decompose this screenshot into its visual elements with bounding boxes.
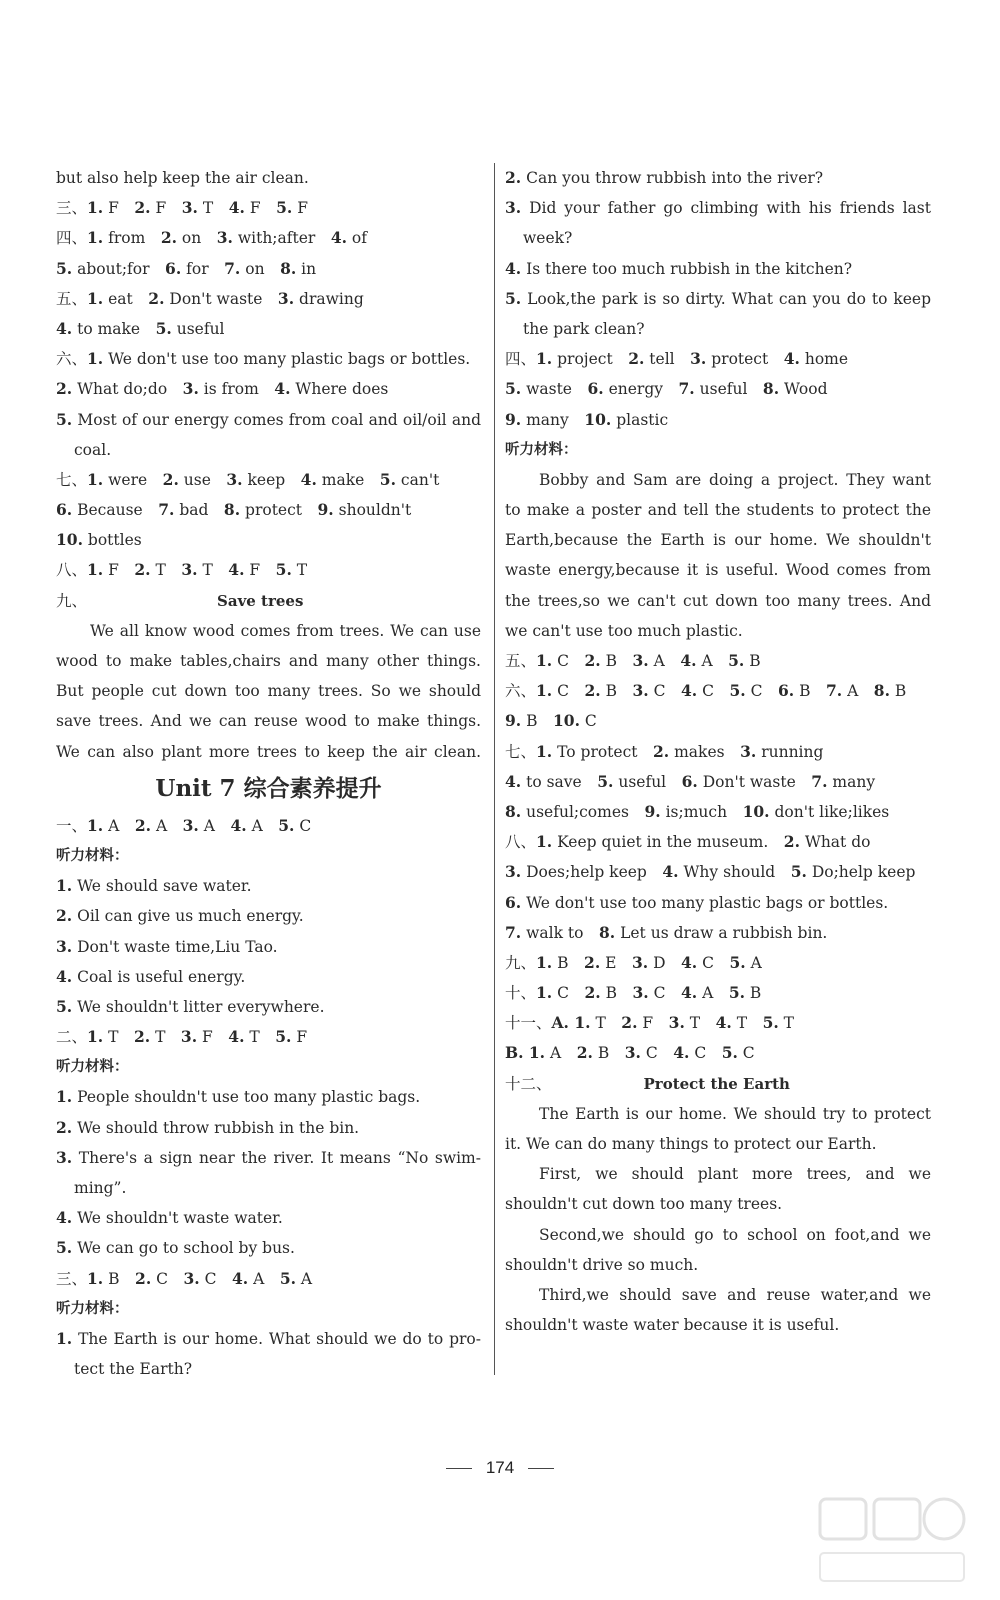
answer-line: 五、1. C 2. B 3. A 4. A 5. B xyxy=(505,651,761,670)
answer-line: week? xyxy=(523,229,573,248)
answer-line: 十、1. C 2. B 3. C 4. A 5. B xyxy=(505,983,762,1003)
answer-line: to make a poster and tell the students to protect the xyxy=(505,501,931,520)
answer-line: save trees. And we can reuse wood to make things. xyxy=(56,712,481,731)
answer-line: 5. Look,the park is so dirty. What can you do to keep xyxy=(505,288,931,308)
answer-line: 十二、 Protect the Earth xyxy=(505,1074,790,1093)
answer-line: 1. We should save water. xyxy=(56,876,252,896)
answer-line: 七、1. were 2. use 3. keep 4. make 5. can't xyxy=(56,469,440,489)
answer-line: The Earth is our home. We should try to protect xyxy=(539,1104,931,1123)
listening-material-label: 听力材料： xyxy=(505,441,578,458)
answer-line: 6. We don't use too many plastic bags or bottles. xyxy=(505,892,889,912)
watermark-logo xyxy=(812,1493,972,1588)
footer-dash-right xyxy=(528,1468,554,1469)
answer-line: 4. Is there too much rubbish in the kitchen? xyxy=(505,258,853,278)
answer-line: 九、1. B 2. E 3. D 4. C 5. A xyxy=(505,952,762,972)
footer-dash-left xyxy=(446,1468,472,1469)
answer-line: but also help keep the air clean. xyxy=(56,169,309,187)
answer-line: Second,we should go to school on foot,and we xyxy=(539,1225,931,1244)
answer-line: 1. People shouldn't use too many plastic bags. xyxy=(56,1087,421,1107)
answer-line: 4. Coal is useful energy. xyxy=(56,966,246,986)
answer-line: 3. There's a sign near the river. It means “No swim- xyxy=(56,1147,481,1167)
answer-line: Third,we should save and reuse water,and we xyxy=(539,1285,931,1304)
answer-line: wood to make tables,chairs and many other things. xyxy=(56,652,481,670)
answer-line: 8. useful;comes 9. is;much 10. don't like;likes xyxy=(505,801,890,821)
answer-line: 9. B 10. C xyxy=(505,711,597,731)
answer-line: We can also plant more trees to keep the air clean. xyxy=(56,742,481,761)
column-divider xyxy=(494,163,495,1375)
answer-line: 四、1. from 2. on 3. with;after 4. of xyxy=(56,228,367,248)
answer-line: 3. Does;help keep 4. Why should 5. Do;help keep xyxy=(505,862,916,882)
unit-title: Unit 7 综合素养提升 xyxy=(155,774,382,802)
answer-line: 7. walk to 8. Let us draw a rubbish bin. xyxy=(505,922,828,942)
answer-line: 5. Most of our energy comes from coal and oil/oil and xyxy=(56,409,481,429)
answer-line: 一、1. A 2. A 3. A 4. A 5. C xyxy=(56,815,312,835)
answer-line: it. We can do many things to protect our Earth. xyxy=(505,1135,877,1153)
answer-line: coal. xyxy=(74,440,112,459)
answer-line: 5. waste 6. energy 7. useful 8. Wood xyxy=(505,379,828,399)
answer-line: 三、1. B 2. C 3. C 4. A 5. A xyxy=(56,1268,313,1288)
answer-line: shouldn't drive so much. xyxy=(505,1255,699,1274)
answer-line: 九、 Save trees xyxy=(56,591,304,610)
answer-line: 八、1. F 2. T 3. T 4. F 5. T xyxy=(56,560,308,580)
answer-line: 六、1. C 2. B 3. C 4. C 5. C 6. B 7. A 8. B xyxy=(505,681,907,701)
page-footer xyxy=(0,1458,1000,1478)
answer-line: Earth,because the Earth is our home. We shouldn't xyxy=(505,531,931,550)
left-column xyxy=(56,163,481,1384)
answer-line: 5. about;for 6. for 7. on 8. in xyxy=(56,258,317,278)
answer-line: 4. We shouldn't waste water. xyxy=(56,1208,283,1228)
answer-line: ming”. xyxy=(74,1179,127,1197)
answer-line: 6. Because 7. bad 8. protect 9. shouldn't xyxy=(56,500,412,520)
answer-line: shouldn't waste water because it is useful. xyxy=(505,1316,840,1335)
answer-line: 3. Did your father go climbing with his friends last xyxy=(505,198,931,218)
answer-line: 4. to make 5. useful xyxy=(56,318,225,338)
answer-line: Bobby and Sam are doing a project. They want xyxy=(539,470,931,489)
answer-line: 9. many 10. plastic xyxy=(505,409,669,429)
answer-line: 2. We should throw rubbish in the bin. xyxy=(56,1117,360,1137)
answer-line: We all know wood comes from trees. We can use xyxy=(90,621,481,640)
answer-line: the trees,so we can't cut down too many trees. And xyxy=(505,591,931,610)
answer-line: 四、1. project 2. tell 3. protect 4. home xyxy=(505,349,849,369)
answer-line: the park clean? xyxy=(523,319,645,338)
answer-line: First, we should plant more trees, and we xyxy=(539,1165,931,1184)
right-column xyxy=(505,163,931,1340)
answer-line: 2. Oil can give us much energy. xyxy=(56,906,304,926)
answer-line: shouldn't cut down too many trees. xyxy=(505,1195,783,1214)
answer-line: But people cut down too many trees. So we should xyxy=(56,682,481,701)
answer-line: we can't use too much plastic. xyxy=(505,621,743,640)
answer-line: 五、1. eat 2. Don't waste 3. drawing xyxy=(56,288,364,308)
answer-line: 2. Can you throw rubbish into the river? xyxy=(505,168,824,187)
answer-line: 3. Don't waste time,Liu Tao. xyxy=(56,936,278,956)
answer-line: 10. bottles xyxy=(56,530,142,550)
answer-line: 5. We shouldn't litter everywhere. xyxy=(56,996,325,1016)
page-number: 174 xyxy=(485,1458,515,1477)
listening-material-label: 听力材料： xyxy=(56,1059,129,1076)
listening-material-label: 听力材料： xyxy=(56,847,129,864)
answer-line: 三、1. F 2. F 3. T 4. F 5. F xyxy=(56,198,308,218)
answer-line: B. 1. A 2. B 3. C 4. C 5. C xyxy=(505,1043,755,1063)
answer-line: 2. What do;do 3. is from 4. Where does xyxy=(56,379,389,399)
listening-material-label: 听力材料： xyxy=(56,1300,129,1317)
answer-line: 二、1. T 2. T 3. F 4. T 5. F xyxy=(56,1027,308,1047)
answer-line: 5. We can go to school by bus. xyxy=(56,1238,295,1258)
answer-line: 七、1. To protect 2. makes 3. running xyxy=(505,741,824,761)
answer-line: 1. The Earth is our home. What should we do to pro- xyxy=(56,1328,481,1348)
answer-line: 八、1. Keep quiet in the museum. 2. What do xyxy=(505,832,871,852)
answer-line: tect the Earth? xyxy=(74,1360,193,1379)
answer-line: 十一、A. 1. T 2. F 3. T 4. T 5. T xyxy=(505,1013,795,1033)
answer-line: 4. to save 5. useful 6. Don't waste 7. many xyxy=(505,771,876,791)
answer-line: 六、1. We don't use too many plastic bags or bottles. xyxy=(56,349,471,369)
answer-line: waste energy,because it is useful. Wood comes from xyxy=(505,561,931,580)
